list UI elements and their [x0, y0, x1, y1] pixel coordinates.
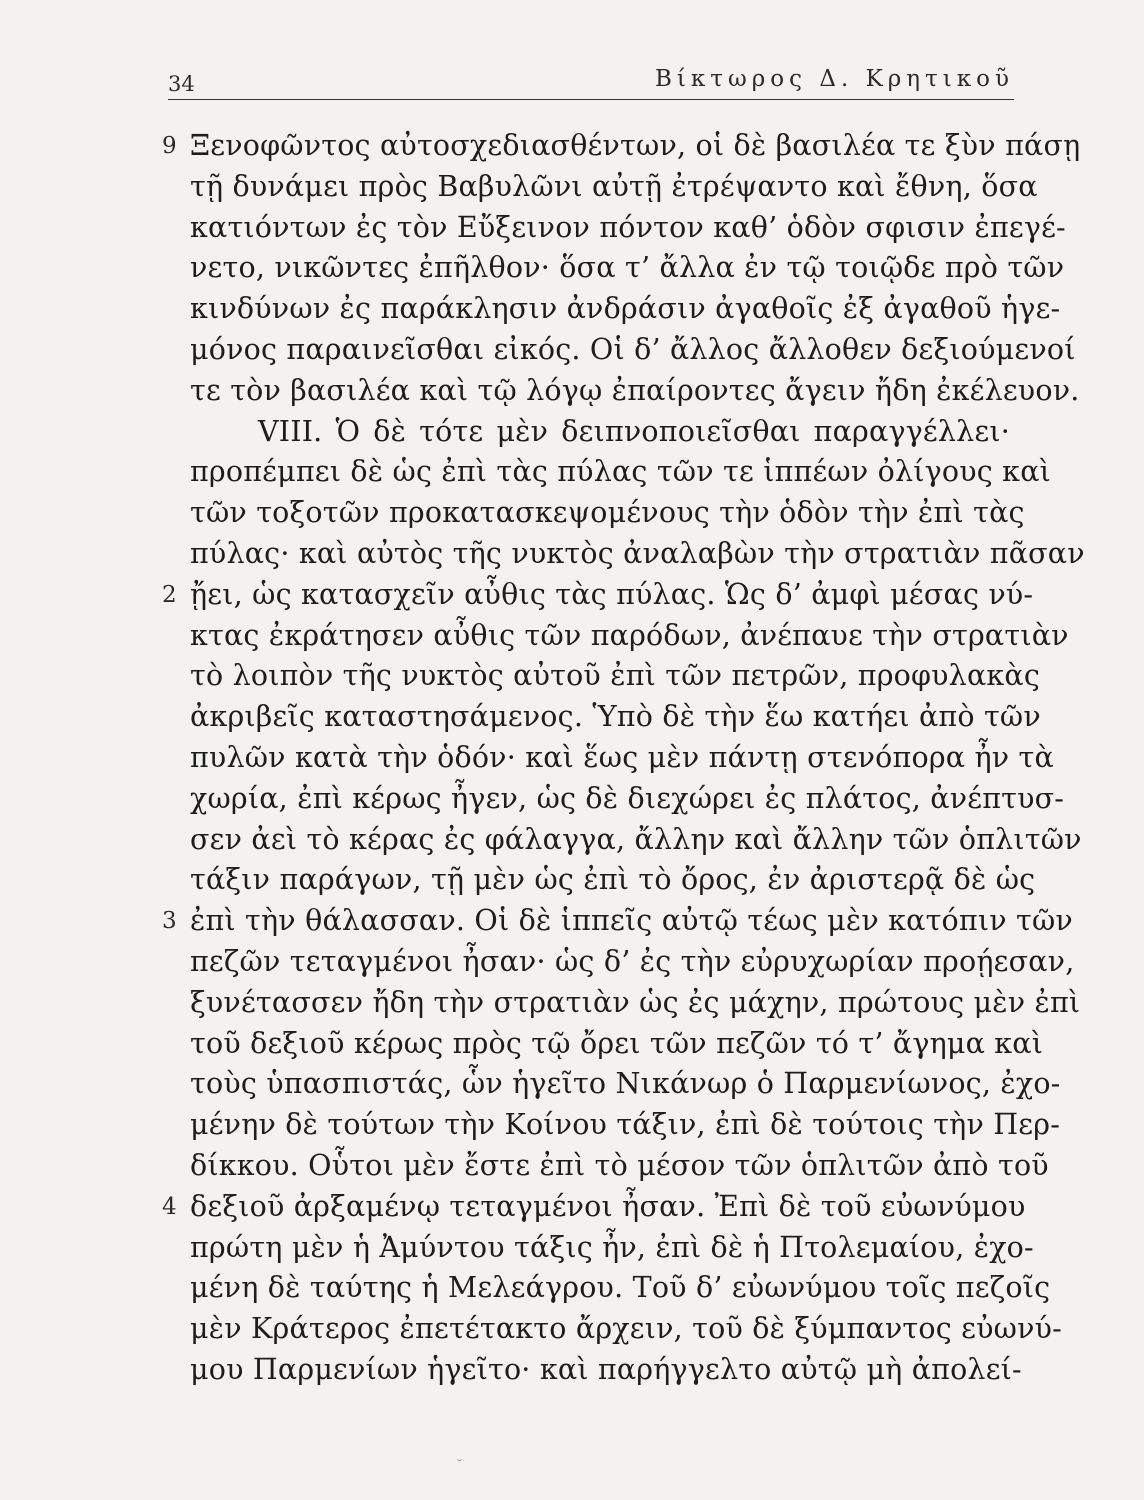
text-line [190, 208, 1066, 249]
text-line [190, 1064, 1061, 1105]
line-text: μόνος παραινεῖσθαι εἰκός. Οἱ δ’ ἄλλος ἄλλοθεν δεξιούμενοί [190, 332, 1076, 366]
text-line [190, 779, 1065, 820]
print-smudge: ˘ [456, 1458, 463, 1474]
section-number: 9 [162, 133, 177, 159]
text-line [190, 371, 1080, 412]
line-text: ξυνέτασσεν ἤδη τὴν στρατιὰν ὡς ἐς μάχην, πρώτους μὲν ἐπὶ [190, 985, 1081, 1019]
line-text: μένη δὲ ταύτης ἡ Μελεάγρου. Τοῦ δ’ εὐωνύμου τοῖς πεζοῖς [190, 1271, 1051, 1305]
greek-text-body [162, 126, 1085, 1391]
line-text: προπέμπει δὲ ὡς ἐπὶ τὰς πύλας τῶν τε ἱππέων ὀλίγους καὶ [190, 455, 1052, 489]
line-text: πρώτη μὲν ἡ Ἀμύντου τάξις ἦν, ἐπὶ δὲ ἡ Πτολεμαίου, ἐχο- [190, 1230, 1034, 1264]
text-line [190, 1309, 1062, 1350]
page-number: 34 [168, 72, 195, 96]
text-line [190, 820, 1082, 861]
text-line [190, 534, 1085, 575]
text-line [190, 983, 1081, 1024]
text-line [162, 126, 1081, 167]
section-number: 2 [162, 581, 177, 608]
line-text: κτας ἐκράτησεν αὖθις τῶν παρόδων, ἀνέπαυε τὴν στρατιὰν [190, 618, 1069, 652]
line-text: κατιόντων ἐς τὸν Εὔξεινον πόντον καθ’ ὁδὸν σφισιν ἐπεγέ- [190, 210, 1066, 244]
line-text: μου Παρμενίων ἡγεῖτο· καὶ παρήγγελτο αὐτῷ μὴ ἀπολεί- [190, 1352, 1022, 1386]
text-line [190, 330, 1076, 371]
line-text: νετο, νικῶντες ἐπῆλθον· ὅσα τ’ ἄλλα ἐν τῷ τοιῷδε πρὸ τῶν [190, 251, 1065, 285]
line-text: τοῦ δεξιοῦ κέρως πρὸς τῷ ὄρει τῶν πεζῶν τό τ’ ἄγημα καὶ [190, 1026, 1044, 1060]
line-text: κινδύνων ἐς παράκλησιν ἀνδράσιν ἀγαθοῖς ἐξ ἀγαθοῦ ἡγε- [190, 292, 1061, 326]
text-line [190, 1105, 1061, 1146]
text-line [162, 1187, 1026, 1228]
text-line [190, 860, 1036, 901]
text-line [190, 1268, 1051, 1309]
text-line [190, 697, 1041, 738]
text-line [190, 1146, 1049, 1187]
line-text: χωρία, ἐπὶ κέρως ἦγεν, ὡς δὲ διεχώρει ἐς πλάτος, ἀνέπτυσ- [190, 781, 1065, 815]
text-line [190, 656, 1041, 697]
line-text: Ξενοφῶντος αὐτοσχεδιασθέντων, οἱ δὲ βασιλέα τε ξὺν πάσῃ [190, 129, 1081, 162]
section-number: 3 [162, 908, 177, 935]
line-text: δίκκου. Οὗτοι μὲν ἔστε ἐπὶ τὸ μέσον τῶν ὁπλιτῶν ἀπὸ τοῦ [190, 1148, 1049, 1182]
text-line [162, 575, 1034, 616]
line-text: πεζῶν τεταγμένοι ἦσαν· ὡς δ’ ἐς τὴν εὐρυχωρίαν προῄεσαν, [190, 944, 1075, 978]
text-line [190, 1228, 1034, 1269]
text-line [190, 248, 1065, 289]
line-text: μὲν Κράτερος ἐπετέτακτο ἄρχειν, τοῦ δὲ ξύμπαντος εὐωνύ- [190, 1312, 1062, 1346]
text-line [190, 1024, 1044, 1065]
text-line [190, 493, 1025, 534]
text-line [190, 738, 1054, 779]
line-text: VIII. Ὁ δὲ τότε μὲν δειπνοποιεῖσθαι παραγγέλλει· [258, 414, 1010, 448]
text-line [190, 167, 1038, 208]
line-text: πυλῶν κατὰ τὴν ὁδόν· καὶ ἕως μὲν πάντῃ στενόπορα ἦν τὰ [190, 740, 1054, 774]
text-line [162, 901, 1073, 942]
line-text: ἐπὶ τὴν θάλασσαν. Οἱ δὲ ἱππεῖς αὐτῷ τέως μὲν κατόπιν τῶν [190, 904, 1073, 938]
line-text: τῇ δυνάμει πρὸς Βαβυλῶνι αὐτῇ ἐτρέψαντο καὶ ἔθνη, ὅσα [190, 169, 1038, 203]
line-text: τάξιν παράγων, τῇ μὲν ὡς ἐπὶ τὸ ὄρος, ἐν ἀριστερᾷ δὲ ὡς [190, 863, 1036, 897]
text-line [190, 1350, 1022, 1391]
text-line [190, 412, 1010, 453]
page-header [168, 62, 1014, 98]
line-text: πύλας· καὶ αὐτὸς τῆς νυκτὸς ἀναλαβὼν τὴν στρατιὰν πᾶσαν [190, 536, 1085, 570]
line-text: τὸ λοιπὸν τῆς νυκτὸς αὐτοῦ ἐπὶ τῶν πετρῶν, προφυλακὰς [190, 659, 1041, 693]
line-text: τῶν τοξοτῶν προκατασκεψομένους τὴν ὁδὸν τὴν ἐπὶ τὰς [190, 496, 1025, 530]
header-rule [168, 99, 1014, 100]
section-number: 4 [162, 1193, 177, 1220]
text-line [190, 942, 1075, 983]
line-text: δεξιοῦ ἀρξαμένῳ τεταγμένοι ἦσαν. Ἐπὶ δὲ τοῦ εὐωνύμου [190, 1189, 1026, 1223]
text-line [190, 452, 1052, 493]
text-line [190, 289, 1061, 330]
line-text: τε τὸν βασιλέα καὶ τῷ λόγῳ ἐπαίροντες ἄγειν ἤδη ἐκέλευον. [190, 373, 1080, 407]
running-head: Βίκτωρος Δ. Κρητικοῦ [655, 66, 1014, 92]
text-line [190, 616, 1069, 657]
line-text: τοὺς ὑπασπιστάς, ὧν ἡγεῖτο Νικάνωρ ὁ Παρμενίωνος, ἐχο- [190, 1067, 1061, 1101]
line-text: μένην δὲ τούτων τὴν Κοίνου τάξιν, ἐπὶ δὲ τούτοις τὴν Περ- [190, 1108, 1061, 1142]
line-text: ᾔει, ὡς κατασχεῖν αὖθις τὰς πύλας. Ὡς δ’ ἀμφὶ μέσας νύ- [190, 577, 1034, 611]
line-text: σεν ἀεὶ τὸ κέρας ἐς φάλαγγα, ἄλλην καὶ ἄλλην τῶν ὁπλιτῶν [190, 822, 1082, 856]
line-text: ἀκριβεῖς καταστησάμενος. Ὑπὸ δὲ τὴν ἕω κατήει ἀπὸ τῶν [190, 700, 1041, 734]
